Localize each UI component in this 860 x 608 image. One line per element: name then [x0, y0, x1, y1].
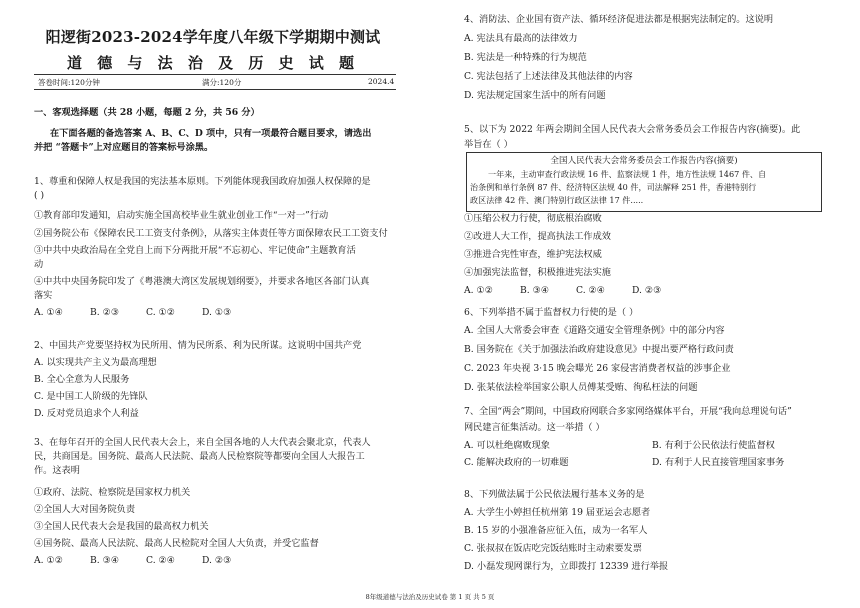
q3-option-b: B. ③④	[90, 555, 120, 566]
q5-box-title: 全国人民代表大会常务委员会工作报告内容(摘要)	[550, 156, 738, 166]
q5-option-d: D. ②③	[632, 285, 662, 296]
q6-option-c: C. 2023 年央视 3·15 晚会曝光 26 家侵害消费者权益的涉事企业	[464, 363, 731, 374]
instruction-line: 并把 “答题卡”上对应题目的答案标号涂黑。	[34, 142, 214, 153]
q3-item: ②全国人大对国务院负责	[34, 504, 136, 515]
q3-stem: 作。这表明	[34, 465, 80, 476]
q4-option-c: C. 宪法包括了上述法律及其他法律的内容	[464, 71, 633, 82]
q2-option-a: A. 以实现共产主义为最高理想	[34, 357, 157, 368]
q5-option-b: B. ③④	[520, 285, 550, 296]
q7-option-a: A. 可以杜绝腐败现象	[464, 440, 550, 451]
exam-subtitle: 道 德 与 法 治 及 历 史 试 题	[66, 54, 359, 72]
q1-item: ③中共中央政治局在全党自上而下分两批开展“不忘初心、牢记使命”主题教育活	[34, 245, 356, 256]
q1-option-b: B. ②③	[90, 307, 120, 318]
q1-item: ④中共中央国务院印发了《粤港澳大湾区发展规划纲要》，并要求各地区各部门认真	[34, 276, 370, 287]
q5-box-line: 政区法律 42 件、澳门特别行政区法律 17 件.....	[470, 195, 644, 205]
q3-item: ④国务院、最高人民法院、最高人民检院对全国人大负责，并受它监督	[34, 538, 319, 549]
q3-stem: 3、在每年召开的全国人民代表大会上，来自全国各地的人大代表会聚北京，代表人	[34, 437, 371, 448]
q6-option-b: B. 国务院在《关于加强法治政府建设意见》中提出要严格行政问责	[464, 344, 734, 355]
q3-option-d: D. ②③	[202, 555, 232, 566]
q5-option-c: C. ②④	[576, 285, 606, 296]
q6-option-a: A. 全国人大常委会审查《道路交通安全管理条例》中的部分内容	[464, 325, 725, 336]
q5-stem: 5、以下为 2022 年两会期间全国人民代表大会常务委员会工作报告内容(摘要)。此	[464, 124, 801, 135]
q7-stem: 7、全国“两会”期间，中国政府网联合多家网络媒体平台，开展“我向总理说句话”	[464, 406, 792, 417]
exam-date: 2024.4	[368, 77, 395, 86]
q5-item: ④加强宪法监督，积极推进宪法实施	[464, 267, 611, 278]
q4-option-b: B. 宪法是一种特殊的行为规范	[464, 52, 587, 63]
q2-stem: 2、中国共产党要坚持权为民所用、情为民所系、利为民所谋。这说明中国共产党	[34, 340, 362, 351]
q6-stem: 6、下列举措不属于监督权力行使的是（ ）	[464, 307, 639, 318]
q1-option-d: D. ①③	[202, 307, 232, 318]
q4-option-a: A. 宪法具有最高的法律效力	[464, 33, 578, 44]
q2-option-c: C. 是中国工人阶级的先锋队	[34, 391, 148, 402]
q3-stem: 民，共商国是。国务院、最高人民法院、最高人民检察院等都要向全国人大报告工	[34, 451, 365, 462]
q7-option-d: D. 有利于人民直接管理国家事务	[652, 457, 785, 468]
exam-title: 阳逻街2023-2024学年度八年级下学期期中测试	[45, 28, 381, 46]
q5-item: ①压缩公权力行使，彻底根治腐败	[464, 213, 602, 224]
exam-score: 满分:120分	[202, 78, 242, 87]
q1-option-c: C. ①②	[146, 307, 176, 318]
exam-time: 答卷时间:120分钟	[38, 78, 100, 87]
q6-option-d: D. 张某依法检举国家公职人员傅某受贿、徇私枉法的问题	[464, 382, 698, 393]
header-bottom-rule	[34, 89, 396, 90]
q4-option-d: D. 宪法规定国家生活中的所有问题	[464, 90, 606, 101]
q8-option-d: D. 小磊发现网课行为，立即拨打 12339 进行举报	[464, 561, 669, 572]
section-title: 一、客观选择题（共 28 小题，每题 2 分，共 56 分）	[34, 107, 260, 118]
instruction-line: 在下面各题的备选答案 A、B、C、D 项中，只有一项最符合题目要求，请选出	[50, 128, 372, 139]
q1-item: ①教育部印发通知，启动实施全国高校毕业生就业创业工作“一对一”行动	[34, 210, 329, 221]
q5-box-line: 一年来，主动审查行政法规 16 件、监察法规 1 件，地方性法规 1467 件、自	[488, 169, 767, 179]
q1-item: 落实	[34, 290, 53, 301]
q5-item: ②改进人大工作，提高执法工作成效	[464, 231, 611, 242]
q5-stem: 举旨在（ ）	[464, 139, 513, 150]
q3-option-c: C. ②④	[146, 555, 176, 566]
q5-option-a: A. ①②	[464, 285, 493, 296]
q8-stem: 8、下列做法属于公民依法履行基本义务的是	[464, 489, 645, 500]
q1-item: 动	[34, 259, 44, 270]
q2-option-b: B. 全心全意为人民服务	[34, 374, 130, 385]
q3-item: ③全国人民代表大会是我国的最高权力机关	[34, 521, 209, 532]
q3-option-a: A. ①②	[34, 555, 63, 566]
q8-option-c: C. 张叔叔在饭店吃完饭结账时主动索要发票	[464, 543, 642, 554]
q1-option-a: A. ①④	[34, 307, 63, 318]
page-footer: 8年级道德与法治及历史试卷 第 1 页 共 5 页	[365, 593, 495, 601]
q1-stem: ( )	[34, 190, 45, 201]
q2-option-d: D. 反对党员追求个人利益	[34, 408, 139, 419]
q1-stem: 1、尊重和保障人权是我国的宪法基本原则。下列能体现我国政府加强人权保障的是	[34, 176, 371, 187]
q1-item: ②国务院公布《保障农民工工资支付条例》，从落实主体责任等方面保障农民工工资支付	[34, 228, 388, 239]
q7-option-b: B. 有利于公民依法行使监督权	[652, 440, 775, 451]
q7-stem: 网民建言征集活动。这一举措（ ）	[464, 422, 605, 433]
q4-stem: 4、消防法、企业国有资产法、循环经济促进法都是根据宪法制定的。这说明	[464, 14, 774, 25]
header-top-rule	[34, 74, 396, 75]
q5-box-line: 治条例和单行条例 87 件、经济特区法规 40 件，司法解释 251 件，香港特别行	[470, 182, 757, 192]
q5-item: ③推进合宪性审查，维护宪法权威	[464, 249, 602, 260]
q8-option-b: B. 15 岁的小强准备应征入伍，成为一名军人	[464, 525, 648, 536]
q8-option-a: A. 大学生小婷担任杭州第 19 届亚运会志愿者	[464, 507, 651, 518]
q7-option-c: C. 能解决政府的一切难题	[464, 457, 569, 468]
q3-item: ①政府、法院、检察院是国家权力机关	[34, 487, 191, 498]
